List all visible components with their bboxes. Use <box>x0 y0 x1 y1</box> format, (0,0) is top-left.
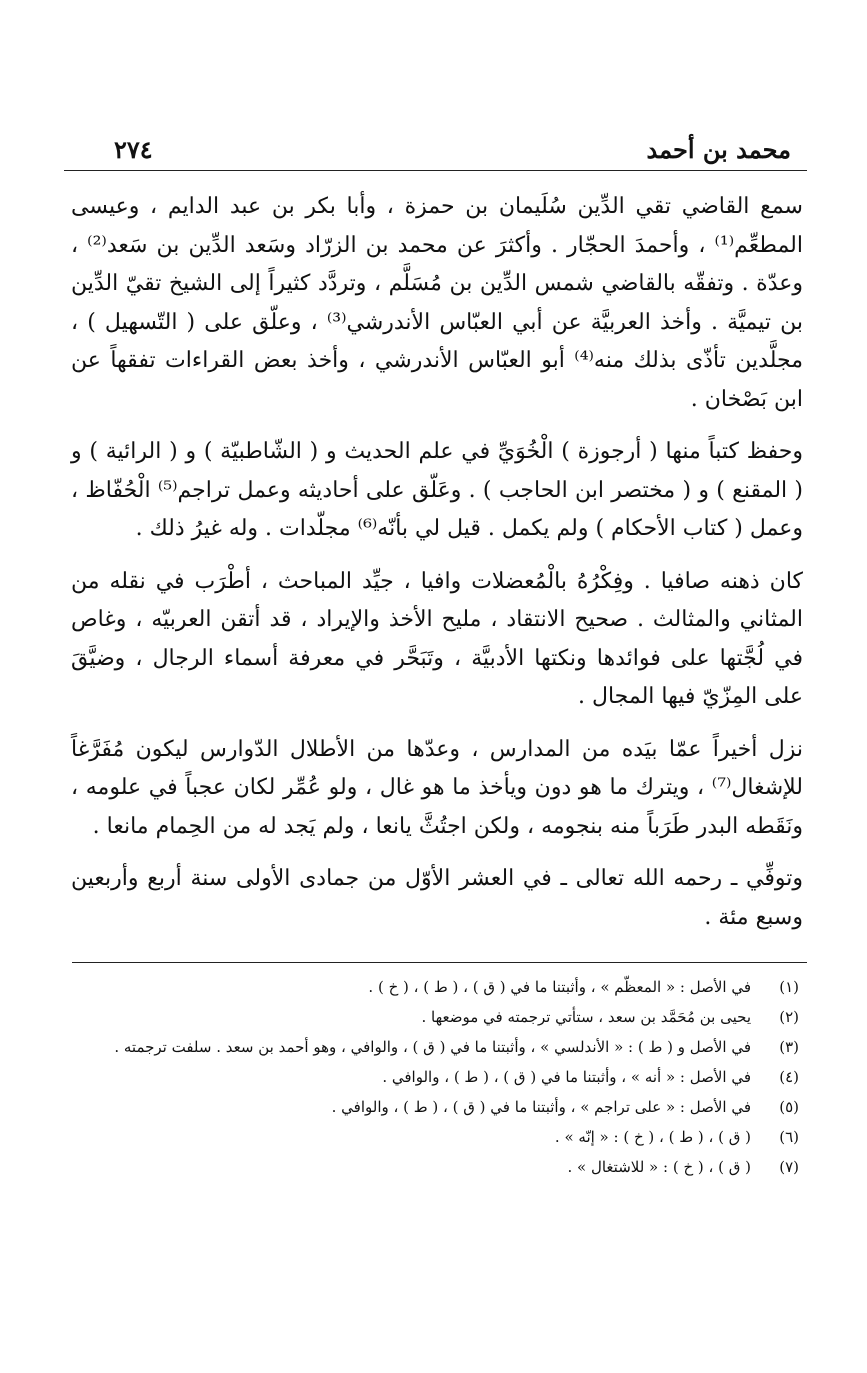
paragraph <box>71 731 803 847</box>
footnote-number: (٤) <box>779 1068 799 1086</box>
page-number: ٢٧٤ <box>114 135 153 164</box>
footnote-number: (٧) <box>779 1158 799 1176</box>
footnote-rule <box>72 962 807 963</box>
footnote-number: (٥) <box>779 1098 799 1116</box>
paragraph <box>71 433 803 549</box>
paragraph <box>71 860 803 937</box>
footnote-text: في الأصل : « على تراجم » ، وأثبتنا ما في ( ق ) ، ( ط ) ، والوافي . <box>331 1098 751 1116</box>
paragraph-text: نزل أخيراً عمّا بيَده من المدارس ، وعدّها من الأطلال الدّوارس ليكون مُفَرَّغاً للإشغال⁽⁷⁾ ، ويترك ما هو دون ويأخذ ما هو غال ، ولو عُمِّر لكان عجباً في علومه ، ونَقَطه البدر طَرَباً منه بنجومه ، ولكن اجتُثَّ يانعا ، ولم يَجد له من الحِمام مانعا . <box>71 736 803 839</box>
paragraph-text: وحفظ كتباً منها ( أرجوزة ) الْخُوَيِّ في علم الحديث و ( الشّاطبيّة ) و ( الرائية ) و ( المقنع ) و ( مختصر ابن الحاجب ) . وعَلّق على أحاديثه وعمل تراجم⁽⁵⁾ الْحُفّاظ ، وعمل ( كتاب الأحكام ) ولم يكمل . قيل لي بأنّه⁽⁶⁾ مجلّدات . وله غيرُ ذلك . <box>71 439 804 541</box>
paragraph <box>71 563 803 717</box>
footnote-number: (٦) <box>779 1128 799 1146</box>
paragraph <box>71 188 803 419</box>
footnotes <box>81 972 799 1182</box>
footnote-text: في الأصل : « أنه » ، وأثبتنا ما في ( ق ) ، ( ط ) ، والوافي . <box>382 1068 751 1086</box>
running-title: محمد بن أحمد <box>646 135 791 164</box>
footnote-text: في الأصل : « المعظّم » ، وأثبتنا ما في ( ق ) ، ( ط ) ، ( خ ) . <box>368 978 751 996</box>
footnote-number: (٣) <box>779 1038 799 1056</box>
footnote <box>81 972 799 1002</box>
footnote <box>81 1062 799 1092</box>
paragraph-text: وتوفِّي ـ رحمه الله تعالى ـ في العشر الأوّل من جمادى الأولى سنة أربع وأربعين وسبع مئة . <box>71 866 803 930</box>
running-header <box>64 131 791 171</box>
footnote-text: ( ق ) ، ( ط ) ، ( خ ) : « إنّه » . <box>554 1128 751 1146</box>
footnote <box>81 1002 799 1032</box>
footnote <box>81 1152 799 1182</box>
footnote-text: في الأصل و ( ط ) : « الأندلسي » ، وأثبتنا ما في ( ق ) ، والوافي ، وهو أحمد بن سعد . سلفت ترجمته . <box>114 1038 751 1056</box>
footnote-number: (١) <box>779 978 799 996</box>
header-rule <box>64 170 807 171</box>
footnote-text: ( ق ) ، ( خ ) : « للاشتغال » . <box>567 1158 751 1176</box>
footnote <box>81 1032 799 1062</box>
main-text <box>71 188 803 951</box>
footnote <box>81 1092 799 1122</box>
footnote-number: (٢) <box>779 1008 799 1026</box>
footnote <box>81 1122 799 1152</box>
paragraph-text: كان ذهنه صافيا . وفِكْرُهُ بالْمُعضلات وافيا ، جيِّد المباحث ، أطْرَب في نقله من المثاني والمثالث . صحيح الانتقاد ، مليح الأخذ والإيراد ، قد أتقن العربيّه ، وغاص في لُجَّتها على فوائدها ونكتها الأدبيَّة ، وتَبَحَّر في معرفة أسماء الرجال ، وضيَّقَ على المِزّيّ فيها المجال . <box>71 568 803 709</box>
footnote-text: يحيى بن مُحَمَّد بن سعد ، ستأتي ترجمته في موضعها . <box>421 1008 751 1026</box>
paragraph-text: سمع القاضي تقي الدِّين سُلَيمان بن حمزة ، وأبا بكر بن عبد الدايم ، وعيسى المطعِّم⁽¹⁾ ، وأحمدَ الحجّار . وأكثرَ عن محمد بن الزرّاد وسَعد الدِّين بن سَعد⁽²⁾ ، وعدّة . وتفقّه بالقاضي شمس الدِّين بن مُسَلَّم ، وتردَّد كثيراً إلى الشيخ تقيّ الدِّين بن تيميَّة . وأخذ العربيَّة عن أبي العبّاس الأندرشي⁽³⁾ ، وعلّق على ( التّسهيل ) ، مجلَّدين تأذّى بذلك منه⁽⁴⁾ أبو العبّاس الأندرشي ، وأخذ بعض القراءات تفقهاً عن ابن بَصْخان . <box>71 194 804 412</box>
